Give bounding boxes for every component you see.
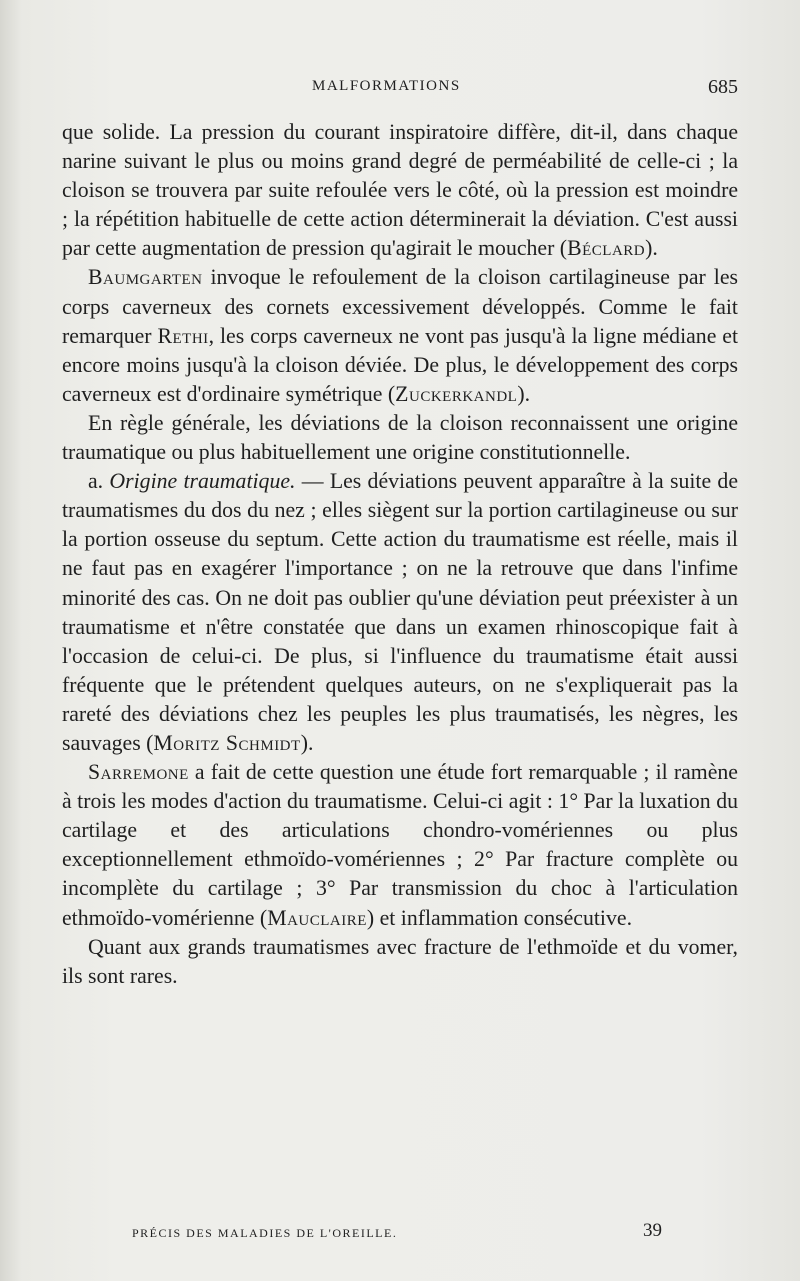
paragraph [62,467,738,758]
text-run: Quant aux grands traumatismes avec fracture de l'ethmoïde et du vomer, ils sont rares. [62,934,738,988]
author-name: Baumgarten [88,265,203,290]
page-footer [62,1220,738,1250]
paragraph [62,758,738,933]
text-run: — Les déviations peuvent apparaître à la suite de traumatismes du dos du nez ; elles siègent sur la portion cartilagineuse ou sur la portion osseuse du septum. Cette action du traumatisme est réelle, mais il ne faut pas en exagérer l'importance ; on ne la retrouve que dans l'infime minorité des cas. On ne doit pas oublier qu'une déviation peut préexister à un traumatisme et n'être constatée que dans un examen rhinoscopique fait à l'occasion de celui-ci. De plus, si l'influence du traumatisme était aussi fréquente que le prétendent quelques auteurs, on ne s'expliquerait pas la rareté des déviations chez les peuples les plus traumatisés, les nègres, les sauvages ( [62,469,739,755]
section-heading: Origine traumatique. [109,469,296,494]
text-run: ). [300,730,314,755]
text-run: a fait de cette question une étude fort remarquable ; il ramène à trois les modes d'action du traumatisme. Celui-ci agit : 1° Par la luxation du cartilage et des articulations chondro-vomériennes ou plus exceptionnellement ethmoïdo-vomériennes ; 2° Par fracture complète ou incomplète du cartilage ; 3° Par transmission du choc à l'articulation ethmoïdo-vomérienne ( [62,760,738,930]
author-name: Mauclaire [267,905,367,930]
paragraph [62,263,738,408]
author-name: Zuckerkandl [395,381,518,406]
author-name: Béclard [567,236,646,261]
page-number: 685 [708,76,738,98]
text-run: a. [88,469,110,494]
footer-book-title: PRÉCIS DES MALADIES DE L'OREILLE. [132,1226,398,1240]
author-name: Sarremone [88,760,189,785]
body-text [62,118,738,991]
text-run: En règle générale, les déviations de la cloison reconnaissent une origine traumatique ou plus habituellement une origine constitutionnelle. [62,410,738,465]
text-run: , les corps caverneux ne vont pas jusqu'à la ligne médiane et encore moins jusqu'à la cloison déviée. De plus, le développement des corps caverneux est d'ordinaire symétrique ( [62,323,738,406]
running-head: MALFORMATIONS [312,78,461,94]
signature-mark: 39 [643,1220,662,1241]
text-run: ). [517,381,531,406]
paragraph [62,409,738,467]
page-header [62,74,738,104]
paragraph [62,118,738,263]
text-run: invoque le refoulement de la cloison cartilagineuse par les corps caverneux des cornets excessivement développés. Comme le fait remarquer [62,265,738,348]
author-name: Rethi [157,323,209,348]
text-run: que solide. La pression du courant inspiratoire diffère, dit-il, dans chaque narine suivant le plus ou moins grand degré de perméabilité de celle-ci ; la cloison se trouvera par suite refoulée vers le côté, où la pression est moindre ; la répétition habituelle de cette action déterminerait la déviation. C'est aussi par cette augmentation de pression qu'agirait le moucher ( [62,120,738,261]
paragraph [62,933,738,991]
text-run: ). [645,236,658,261]
author-name: Moritz Schmidt [153,730,301,755]
text-run: ) et inflammation consécutive. [366,905,633,930]
